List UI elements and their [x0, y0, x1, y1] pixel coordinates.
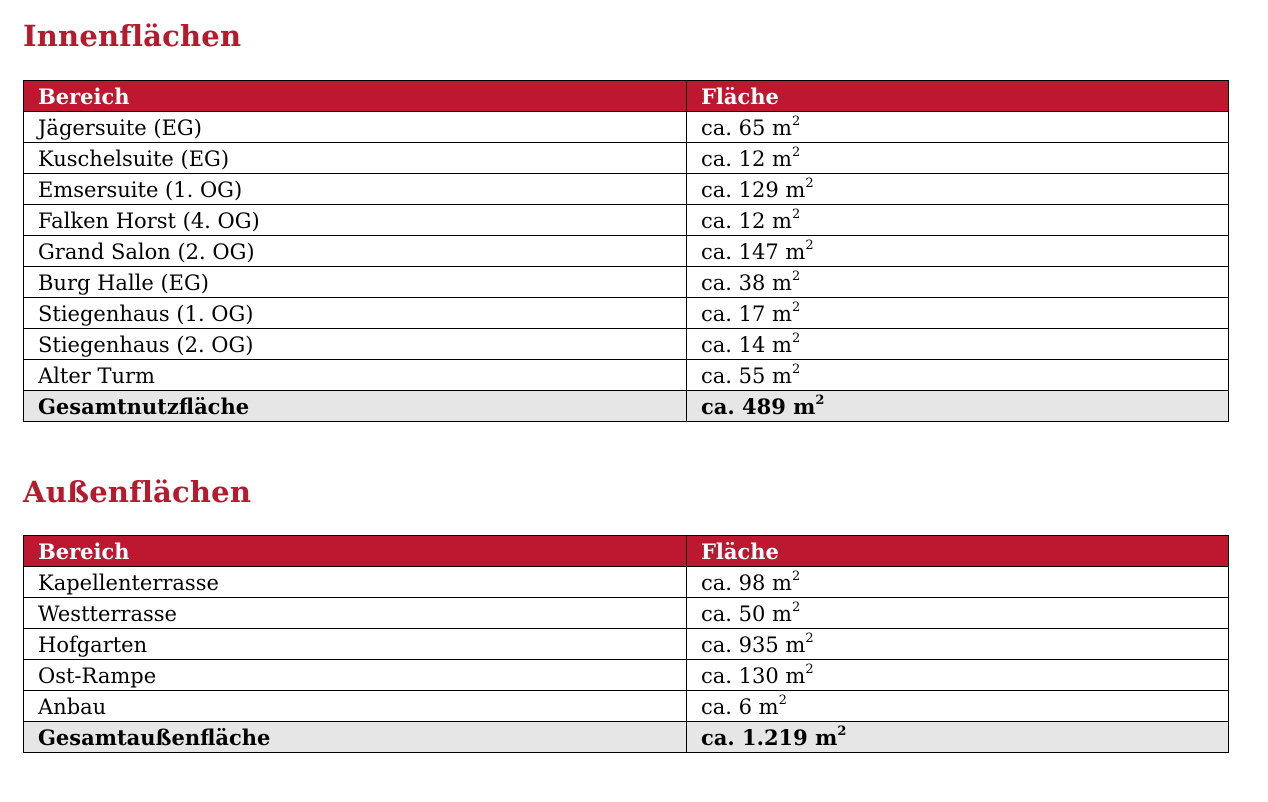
table-row: [24, 174, 1229, 205]
area-size-value: ca. 14 m: [701, 333, 792, 357]
table-row: [24, 360, 1229, 391]
total-row: [24, 391, 1229, 422]
area-size-cell: [687, 298, 1229, 329]
table-row: [24, 143, 1229, 174]
total-size-value: ca. 489 m: [701, 394, 816, 419]
area-name-cell: Alter Turm: [24, 360, 687, 391]
area-size-cell: [687, 112, 1229, 143]
area-name-cell: Jägersuite (EG): [24, 112, 687, 143]
area-name-cell: Burg Halle (EG): [24, 267, 687, 298]
column-header-area: Bereich: [24, 536, 687, 567]
unit-exponent: 2: [791, 269, 801, 285]
area-size-value: ca. 6 m: [701, 695, 779, 719]
area-size-cell: [687, 567, 1229, 598]
area-size-value: ca. 130 m: [701, 664, 806, 688]
area-size-cell: [687, 236, 1229, 267]
table-row: [24, 267, 1229, 298]
area-name-cell: Westterrasse: [24, 598, 687, 629]
unit-exponent: 2: [791, 331, 801, 347]
area-size-value: ca. 147 m: [701, 240, 806, 264]
column-header-size: Fläche: [687, 81, 1229, 112]
area-name-cell: Anbau: [24, 691, 687, 722]
total-name-cell: Gesamtaußenfläche: [24, 722, 687, 753]
area-size-value: ca. 12 m: [701, 209, 792, 233]
table-row: [24, 236, 1229, 267]
inner-areas-table: [23, 80, 1229, 422]
column-header-area: Bereich: [24, 81, 687, 112]
table-row: [24, 205, 1229, 236]
area-size-value: ca. 98 m: [701, 571, 792, 595]
table-row: [24, 567, 1229, 598]
area-name-cell: Stiegenhaus (1. OG): [24, 298, 687, 329]
unit-exponent: 2: [815, 393, 825, 409]
table-header-row: [24, 81, 1229, 112]
area-size-value: ca. 65 m: [701, 116, 792, 140]
table-row: [24, 660, 1229, 691]
unit-exponent: 2: [791, 362, 801, 378]
unit-exponent: 2: [837, 724, 847, 740]
area-size-value: ca. 17 m: [701, 302, 792, 326]
total-size-cell: [687, 722, 1229, 753]
area-size-cell: [687, 329, 1229, 360]
inner-areas-title: Innenflächen: [23, 19, 242, 53]
total-size-value: ca. 1.219 m: [701, 725, 838, 750]
table-row: [24, 329, 1229, 360]
unit-exponent: 2: [805, 238, 814, 254]
unit-exponent: 2: [791, 600, 801, 616]
area-size-value: ca. 50 m: [701, 602, 792, 626]
table-row: [24, 691, 1229, 722]
area-name-cell: Kuschelsuite (EG): [24, 143, 687, 174]
total-size-cell: [687, 391, 1229, 422]
table-row: [24, 112, 1229, 143]
area-size-cell: [687, 360, 1229, 391]
table-header-row: [24, 536, 1229, 567]
table-row: [24, 598, 1229, 629]
unit-exponent: 2: [791, 569, 801, 585]
unit-exponent: 2: [791, 207, 801, 223]
total-name-cell: Gesamtnutzfläche: [24, 391, 687, 422]
area-name-cell: Kapellenterrasse: [24, 567, 687, 598]
area-size-value: ca. 935 m: [701, 633, 806, 657]
unit-exponent: 2: [805, 631, 814, 647]
area-size-value: ca. 38 m: [701, 271, 792, 295]
area-size-cell: [687, 174, 1229, 205]
area-size-cell: [687, 205, 1229, 236]
area-size-cell: [687, 629, 1229, 660]
area-name-cell: Falken Horst (4. OG): [24, 205, 687, 236]
table-row: [24, 629, 1229, 660]
area-size-cell: [687, 598, 1229, 629]
total-row: [24, 722, 1229, 753]
area-name-cell: Hofgarten: [24, 629, 687, 660]
area-size-cell: [687, 691, 1229, 722]
unit-exponent: 2: [805, 662, 814, 678]
column-header-size: Fläche: [687, 536, 1229, 567]
area-size-value: ca. 129 m: [701, 178, 806, 202]
area-size-value: ca. 12 m: [701, 147, 792, 171]
area-name-cell: Grand Salon (2. OG): [24, 236, 687, 267]
unit-exponent: 2: [791, 114, 801, 130]
area-name-cell: Stiegenhaus (2. OG): [24, 329, 687, 360]
outer-areas-title: Außenflächen: [23, 475, 252, 509]
unit-exponent: 2: [805, 176, 814, 192]
area-name-cell: Emsersuite (1. OG): [24, 174, 687, 205]
table-row: [24, 298, 1229, 329]
unit-exponent: 2: [791, 145, 801, 161]
area-size-value: ca. 55 m: [701, 364, 792, 388]
area-size-cell: [687, 267, 1229, 298]
unit-exponent: 2: [791, 300, 801, 316]
area-name-cell: Ost-Rampe: [24, 660, 687, 691]
outer-areas-table: [23, 535, 1229, 753]
area-size-cell: [687, 143, 1229, 174]
area-size-cell: [687, 660, 1229, 691]
unit-exponent: 2: [778, 693, 787, 709]
